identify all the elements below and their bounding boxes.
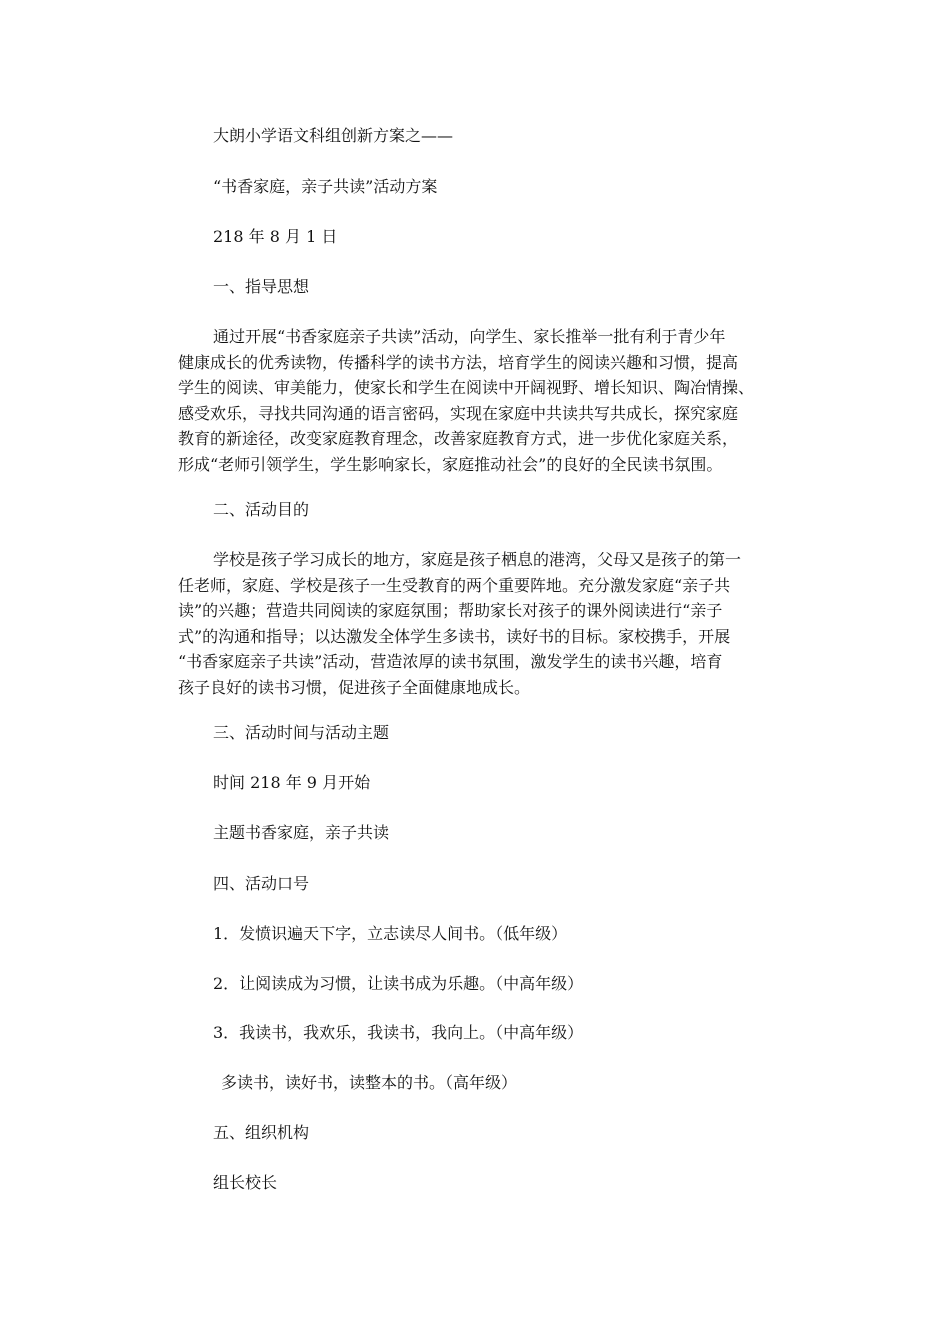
slogan-item: 1．发愤识遍天下字，立志读尽人间书。（低年级） <box>213 924 568 943</box>
activity-theme: 主题书香家庭，亲子共读 <box>213 823 390 842</box>
slogan-item: 2．让阅读成为习惯，让读书成为乐趣。（中高年级） <box>213 974 584 993</box>
activity-time: 时间 218 年 9 月开始 <box>213 773 371 792</box>
section-heading-organization: 五、组织机构 <box>213 1123 310 1142</box>
organization-leader: 组长校长 <box>213 1173 278 1192</box>
paragraph-line: 孩子良好的读书习惯，促进孩子全面健康地成长。 <box>178 677 531 697</box>
doc-subtitle: 大朗小学语文科组创新方案之—— <box>213 126 454 145</box>
paragraph-purpose <box>178 547 778 701</box>
paragraph-line: 学生的阅读、审美能力，使家长和学生在阅读中开阔视野、增长知识、陶冶情操、 <box>178 378 755 398</box>
paragraph-line: 通过开展“书香家庭亲子共读”活动，向学生、家长推举一批有利于青少年 <box>213 327 726 346</box>
section-heading-guiding-idea: 一、指导思想 <box>213 277 310 296</box>
paragraph-line: 学校是孩子学习成长的地方，家庭是孩子栖息的港湾，父母又是孩子的第一 <box>213 550 742 569</box>
paragraph-line: “书香家庭亲子共读”活动，营造浓厚的读书氛围，激发学生的读书兴趣，培育 <box>178 652 723 672</box>
paragraph-line: 式”的沟通和指导；以达激发全体学生多读书，读好书的目标。家校携手，开展 <box>178 626 731 646</box>
paragraph-line: 教育的新途径，改变家庭教育理念，改善家庭教育方式，进一步优化家庭关系， <box>178 429 739 449</box>
doc-date: 218 年 8 月 1 日 <box>213 227 338 246</box>
section-heading-slogans: 四、活动口号 <box>213 874 310 893</box>
paragraph-guiding-idea <box>178 324 778 478</box>
paragraph-line: 健康成长的优秀读物，传播科学的读书方法，培育学生的阅读兴趣和习惯，提高 <box>178 352 739 372</box>
paragraph-line: 形成“老师引领学生，学生影响家长，家庭推动社会”的良好的全民读书氛围。 <box>178 454 723 474</box>
doc-title: “书香家庭，亲子共读”活动方案 <box>213 177 438 196</box>
paragraph-line: 感受欢乐，寻找共同沟通的语言密码，实现在家庭中共读共写共成长，探究家庭 <box>178 403 739 423</box>
slogan-item: 3．我读书，我欢乐，我读书，我向上。（中高年级） <box>213 1023 584 1042</box>
section-heading-time-theme: 三、活动时间与活动主题 <box>213 723 390 742</box>
section-heading-purpose: 二、活动目的 <box>213 500 310 519</box>
slogan-item: 多读书，读好书，读整本的书。（高年级） <box>221 1073 518 1092</box>
paragraph-line: 读”的兴趣；营造共同阅读的家庭氛围；帮助家长对孩子的课外阅读进行“亲子 <box>178 601 723 621</box>
paragraph-line: 任老师，家庭、学校是孩子一生受教育的两个重要阵地。充分激发家庭“亲子共 <box>178 575 731 595</box>
